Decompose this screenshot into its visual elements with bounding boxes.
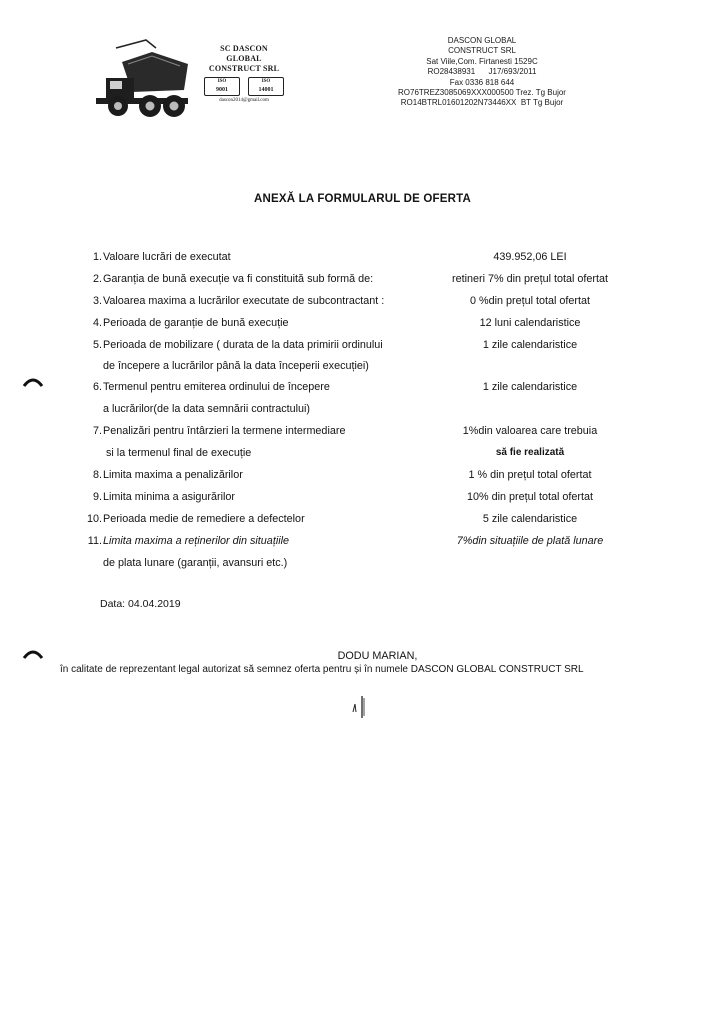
item-label-continued: de plata lunare (garanții, avansuri etc.) [103, 557, 288, 569]
item-value: 10% din prețul total ofertat [466, 491, 594, 503]
truck-logo-icon [88, 30, 198, 120]
iso-14001-badge-icon: ISO 14001 [248, 77, 284, 96]
item-label-continued: si la termenul final de execuție [106, 447, 252, 459]
item-value: 1 % din prețul total ofertat [468, 469, 592, 481]
document-date: Data: 04.04.2019 [100, 598, 181, 610]
company-name-line: SC DASCON [220, 44, 268, 53]
item-label: Garanția de bună execuție va fi constituită sub formă de: [103, 273, 374, 285]
item-number: 5. [92, 339, 102, 351]
item-label: Perioada medie de remediere a defectelor [103, 513, 305, 525]
company-name-line: CONSTRUCT SRL [208, 64, 280, 73]
item-value: 439.952,06 LEI [493, 251, 567, 263]
punch-hole-icon [22, 646, 44, 662]
company-name-line: GLOBAL [226, 54, 262, 63]
address-line: Sat Viile,Com. Firtanesti 1529C [426, 56, 538, 66]
item-value: 1%din valoarea care trebuia [462, 425, 598, 437]
address-line: Fax 0336 818 644 [449, 77, 515, 87]
signer-name: DODU MARIAN, [337, 650, 418, 662]
company-email: dascon2014@gmail.com [219, 98, 269, 103]
item-label: Valoare lucrări de executat [103, 251, 231, 263]
item-label: Penalizări pentru întârzieri la termene intermediare [103, 425, 346, 437]
item-label: Limita maxima a reținerilor din situațiile [103, 535, 290, 547]
item-number: 11. [87, 535, 102, 547]
item-label: Limita maxima a penalizărilor [103, 469, 243, 481]
item-value: 1 zile calendaristice [482, 381, 578, 393]
item-label: Termenul pentru emiterea ordinului de începere [103, 381, 330, 393]
item-label-continued: de începere a lucrărilor până la data începerii execuției) [103, 360, 369, 372]
item-value-continued: să fie realizată [495, 447, 565, 458]
item-number: 2. [92, 273, 102, 285]
iso-9001-badge-icon: ISO 9001 [204, 77, 240, 96]
company-block [196, 44, 292, 103]
address-block [372, 36, 592, 109]
item-number: 10. [86, 513, 102, 525]
address-line: DASCON GLOBAL [447, 36, 517, 45]
item-value: 0 %din prețul total ofertat [469, 295, 591, 307]
item-number: 6. [92, 381, 102, 393]
signature-mark-icon [345, 692, 375, 722]
item-number: 4. [92, 317, 102, 329]
item-value: 5 zile calendaristice [482, 513, 578, 525]
item-value: 1 zile calendaristice [482, 339, 578, 351]
address-line: CONSTRUCT SRL [448, 46, 516, 56]
item-value: 7%din situațiile de plată lunare [456, 535, 604, 547]
item-number: 1. [92, 251, 102, 263]
item-value: retineri 7% din prețul total ofertat [451, 273, 609, 285]
address-line: RO14BTRL01601202N73446XX BT Tg Bujor [400, 98, 564, 108]
item-number: 7. [92, 425, 102, 437]
item-label: Perioada de mobilizare ( durata de la data primirii ordinului [103, 339, 383, 351]
item-number: 3. [92, 295, 102, 307]
item-number: 9. [92, 491, 102, 503]
item-value: 12 luni calendaristice [479, 317, 581, 329]
iso-badges [196, 77, 292, 96]
item-label: Limita minima a asigurărilor [103, 491, 236, 503]
punch-hole-icon [22, 374, 44, 390]
item-label-continued: a lucrărilor(de la data semnării contractului) [103, 403, 311, 415]
item-label: Perioada de garanție de bună execuție [103, 317, 289, 329]
signer-role: în calitate de reprezentant legal autorizat să semnez oferta pentru și în numele DASCON GLOBAL CONSTRUCT SRL [60, 664, 584, 675]
item-number: 8. [92, 469, 102, 481]
address-line: RO28438931 J17/693/2011 [427, 67, 537, 77]
address-line: RO76TREZ3085069XXX000500 Trez. Tg Bujor [398, 88, 566, 98]
document-title: ANEXĂ LA FORMULARUL DE OFERTA [253, 193, 472, 205]
item-label: Valoarea maxima a lucrărilor executate de subcontractant : [103, 295, 385, 307]
